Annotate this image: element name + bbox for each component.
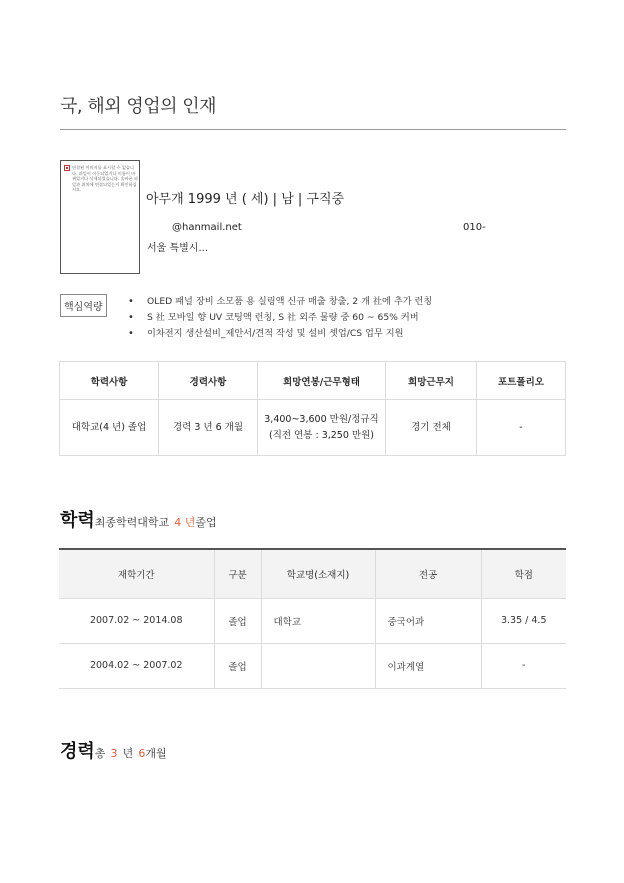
edu-gpa: 3.35 / 4.5 — [481, 598, 566, 643]
career-mid: 년 — [122, 747, 134, 760]
headline-divider — [60, 129, 566, 130]
key-competency-item: • 이차전지 생산설비_제안서/견적 작성 및 설비 셋업/CS 업무 지원 — [128, 326, 432, 342]
photo-placeholder-text: 연결된 이미지를 표시할 수 없습니다. 파일이 이동되었거나 이름이 바뀌었거나 삭제되었습니다. 올바른 파일과 위치에 연결되었는지 확인하십시오. — [72, 165, 139, 193]
summary-portfolio: - — [477, 400, 566, 456]
career-post: 개월 — [145, 747, 167, 760]
edu-school: 대학교 — [261, 598, 375, 643]
education-subtitle-post: 졸업 — [195, 516, 217, 529]
summary-education: 대학교(4 년) 졸업 — [60, 400, 159, 456]
edu-gpa: - — [481, 643, 566, 688]
edu-header-period: 재학기간 — [59, 549, 214, 598]
edu-type: 졸업 — [214, 598, 261, 643]
career-pre: 총 — [94, 747, 106, 760]
edu-major: 중국어과 — [375, 598, 481, 643]
summary-header-career: 경력사항 — [159, 362, 258, 400]
summary-salary-value: 3,400~3,600 만원/정규직 — [264, 413, 379, 425]
summary-salary-note: (직전 연봉 : 3,250 만원) — [269, 429, 374, 441]
edu-header-school: 학교명(소재지) — [261, 549, 375, 598]
summary-career: 경력 3 년 6 개월 — [159, 400, 258, 456]
table-row — [59, 643, 566, 688]
key-competency-badge: 핵심역량 — [60, 294, 107, 317]
table-row — [59, 598, 566, 643]
edu-header-gpa: 학점 — [481, 549, 566, 598]
resume-headline: 국, 해외 영업의 인재 — [60, 96, 216, 117]
key-competency-item: • OLED 패널 장비 소모품 용 실링액 신규 매출 창출, 2 개 社에 추가 런칭 — [128, 294, 432, 310]
edu-period: 2007.02 ~ 2014.08 — [59, 598, 214, 643]
broken-image-icon — [64, 165, 70, 171]
education-section-title — [60, 506, 217, 532]
summary-salary — [258, 400, 386, 456]
edu-major: 이과계열 — [375, 643, 481, 688]
summary-header-salary: 희망연봉/근무형태 — [258, 362, 386, 400]
edu-school — [261, 643, 375, 688]
career-section-title — [60, 737, 167, 763]
profile-name-line: 아무개 1999 년 ( 세) | 남 | 구직중 — [146, 192, 345, 207]
edu-period: 2004.02 ~ 2007.02 — [59, 643, 214, 688]
edu-type: 졸업 — [214, 643, 261, 688]
profile-photo — [60, 160, 140, 274]
key-competency-item: • S 社 모바일 향 UV 코팅액 런칭, S 社 외주 물량 중 60 ~ 65% 커버 — [128, 310, 432, 326]
summary-header-education: 학력사항 — [60, 362, 159, 400]
summary-location: 경기 전체 — [386, 400, 477, 456]
edu-header-type: 구분 — [214, 549, 261, 598]
profile-email: @hanmail.net — [172, 222, 242, 233]
education-years: 4 년 — [174, 516, 196, 529]
education-title: 학력 — [60, 510, 95, 531]
career-months: 6 — [138, 747, 146, 760]
summary-header-portfolio: 포트폴리오 — [477, 362, 566, 400]
career-title: 경력 — [60, 741, 95, 762]
summary-table — [59, 361, 566, 456]
edu-header-major: 전공 — [375, 549, 481, 598]
profile-address: 서울 특별시... — [147, 243, 209, 254]
profile-phone: 010- — [463, 222, 486, 233]
summary-header-location: 희망근무지 — [386, 362, 477, 400]
education-subtitle-pre: 최종학력대학교 — [94, 516, 170, 529]
key-competency-list — [128, 294, 432, 342]
career-years: 3 — [110, 747, 118, 760]
education-table — [59, 548, 566, 689]
